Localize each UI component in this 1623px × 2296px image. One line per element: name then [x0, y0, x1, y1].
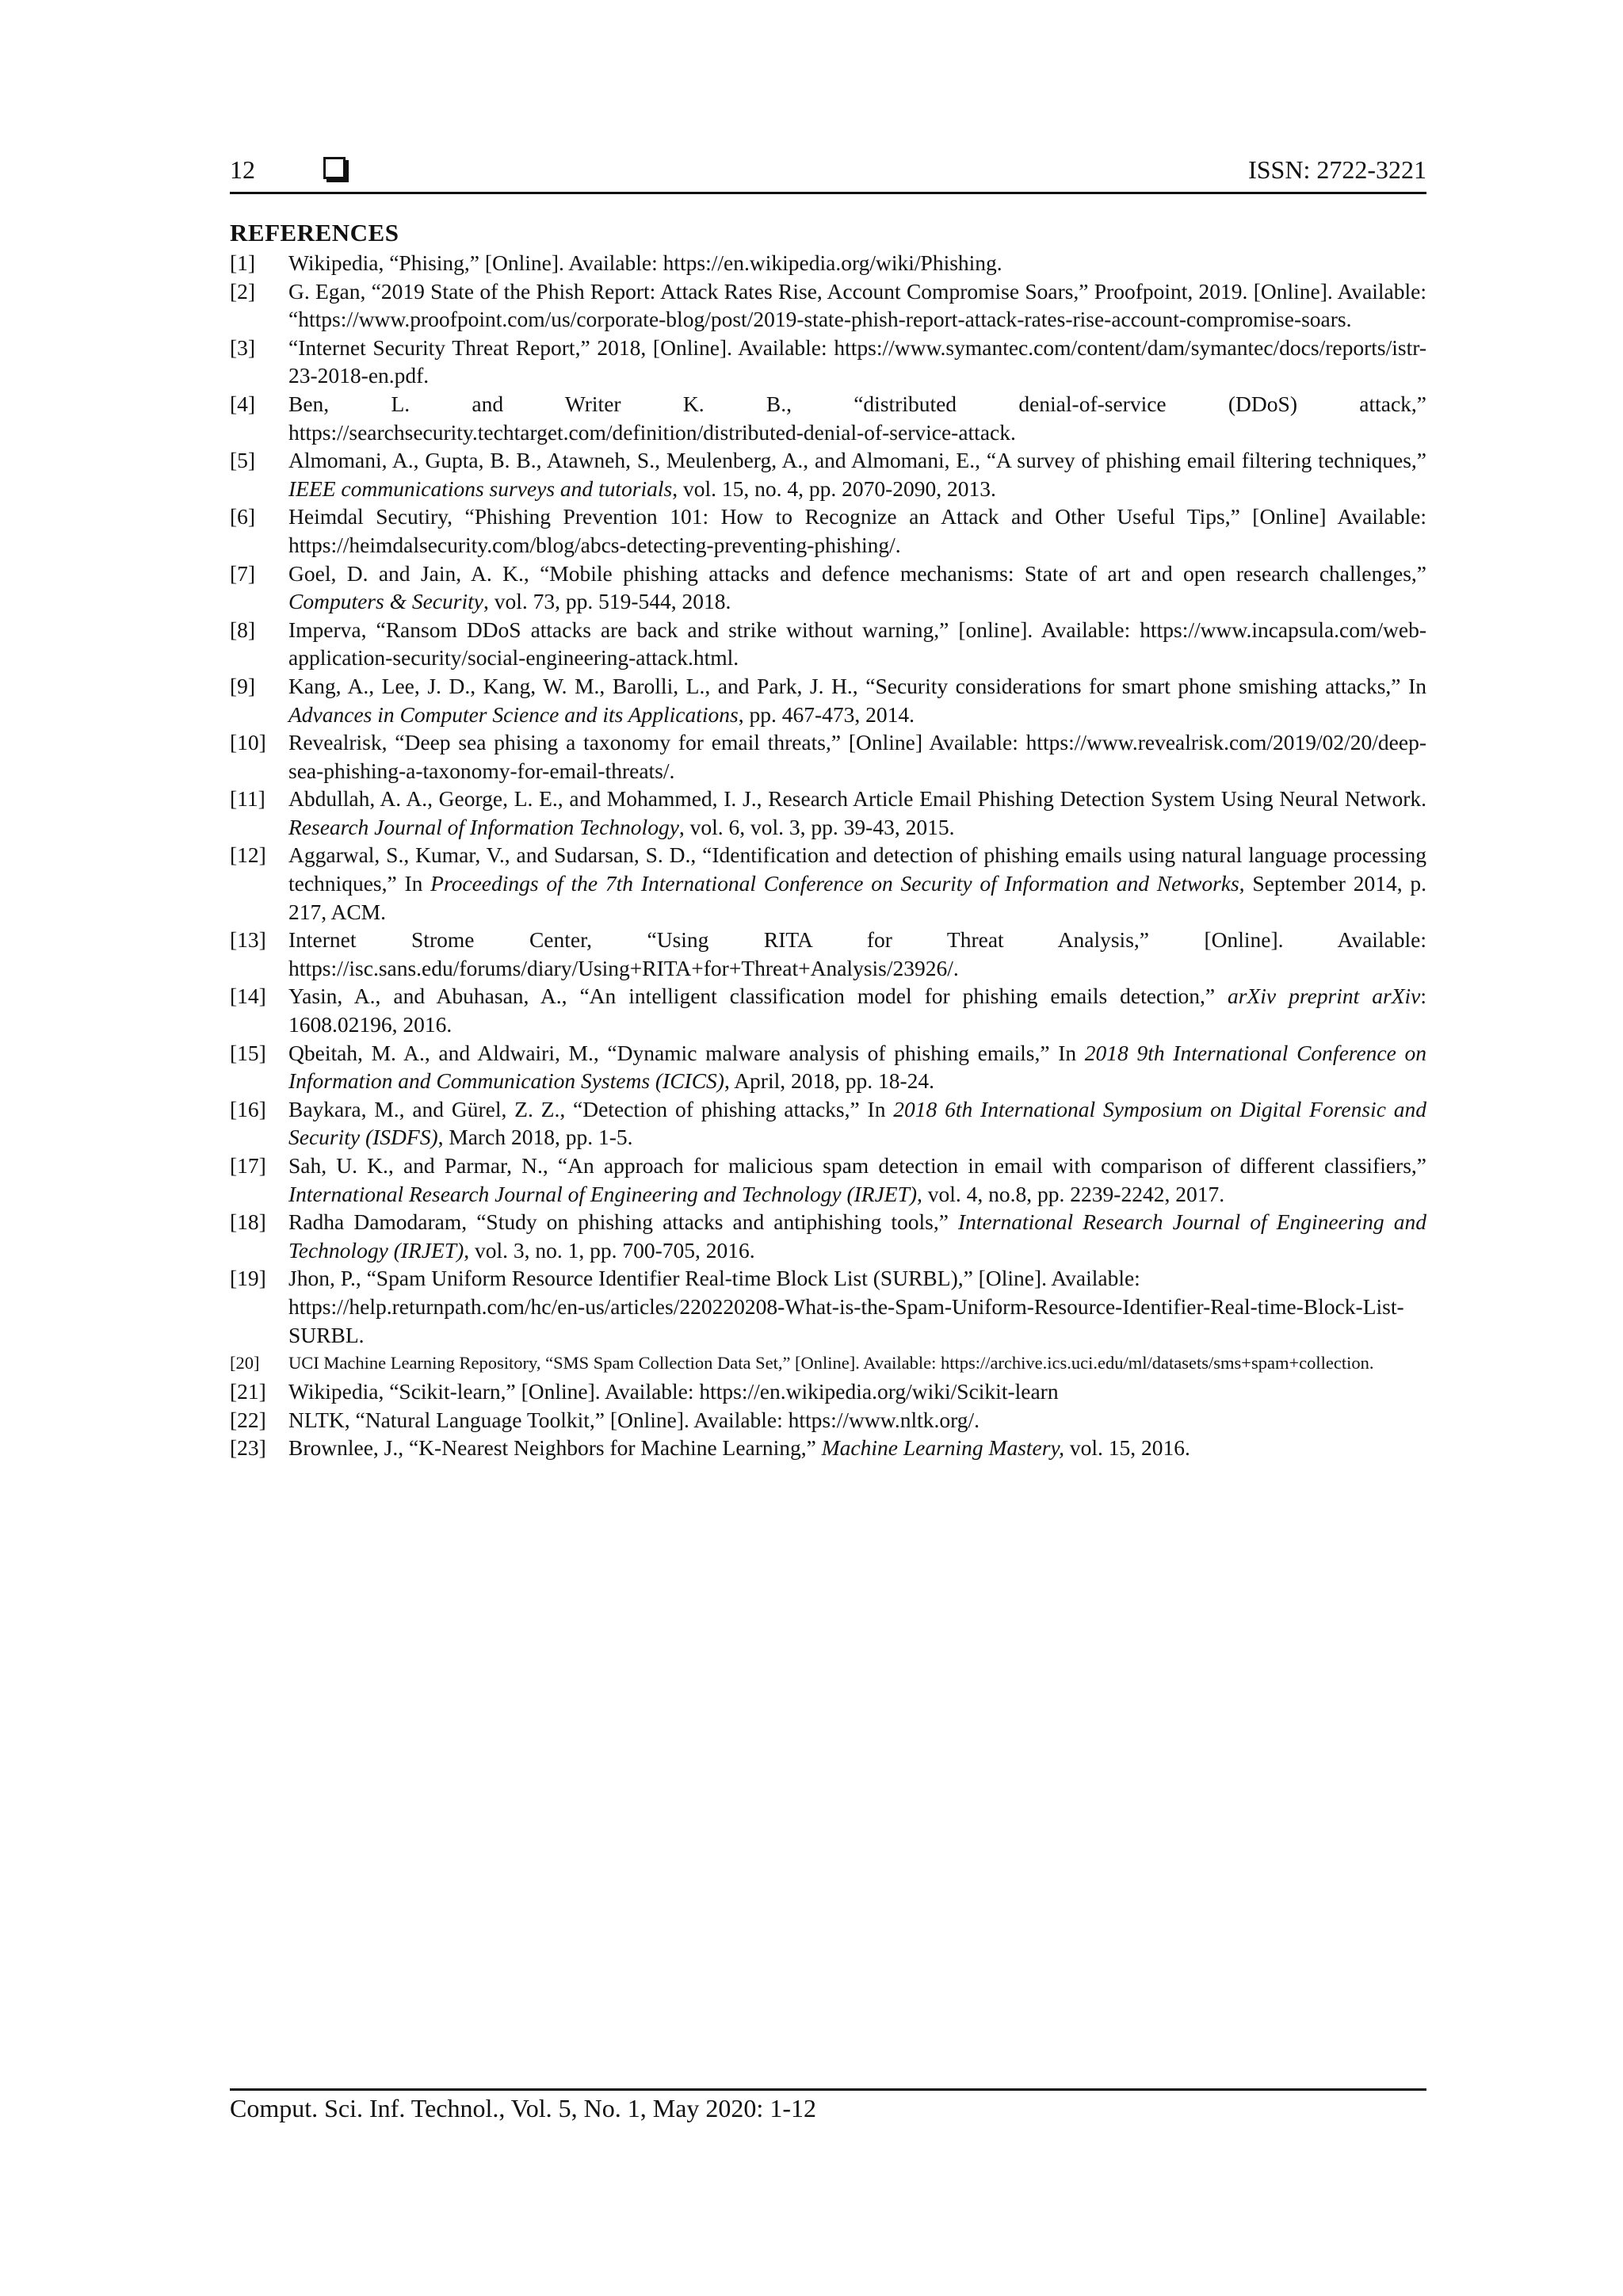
- reference-text: Almomani, A., Gupta, B. B., Atawneh, S., Meulenberg, A., and Almomani, E., “A survey of phishing email filtering techniques,”: [288, 448, 1426, 473]
- reference-item: [230, 1352, 1426, 1374]
- reference-text: Radha Damodaram, “Study on phishing attacks and antiphishing tools,”: [288, 1209, 959, 1235]
- reference-item: [230, 502, 1426, 559]
- reference-venue: International Research Journal of Engineering and Technology (IRJET): [288, 1209, 1426, 1263]
- header-divider: [230, 192, 1426, 194]
- reference-number: [2]: [230, 278, 256, 304]
- reference-number: [1]: [230, 250, 256, 275]
- reference-number: [15]: [230, 1040, 266, 1065]
- reference-number: [12]: [230, 842, 266, 868]
- reference-text: UCI Machine Learning Repository, “SMS Spam Collection Data Set,” [Online]. Available: https://archive.ics.uci.edu/ml/datasets/sms+spam+collection.: [288, 1353, 1374, 1373]
- reference-text: Brownlee, J., “K-Nearest Neighbors for Machine Learning,”: [288, 1435, 822, 1461]
- reference-item: [230, 249, 1426, 277]
- reference-venue: 2018 6th International Symposium on Digital Forensic and Security (ISDFS): [288, 1096, 1426, 1150]
- checkbox-bullet-icon: [323, 157, 346, 179]
- reference-item: [230, 785, 1426, 841]
- reference-item: [230, 1152, 1426, 1208]
- reference-venue: IEEE communications surveys and tutorials: [288, 476, 673, 501]
- reference-text: Abdullah, A. A., George, L. E., and Mohammed, I. J., Research Article Email Phishing Detection System Using Neural Network.: [288, 786, 1426, 812]
- reference-number: [10]: [230, 730, 266, 755]
- reference-item: [230, 728, 1426, 785]
- journal-citation-footer: Comput. Sci. Inf. Technol., Vol. 5, No. 1, May 2020: 1-12: [230, 2094, 816, 2122]
- reference-text: NLTK, “Natural Language Toolkit,” [Online]. Available: https://www.nltk.org/.: [288, 1407, 980, 1432]
- reference-item: [230, 672, 1426, 728]
- page-number: 12: [230, 155, 255, 184]
- reference-text: Wikipedia, “Phising,” [Online]. Available: https://en.wikipedia.org/wiki/Phishing.: [288, 250, 1002, 275]
- reference-number: [8]: [230, 617, 256, 642]
- reference-details: , vol. 6, vol. 3, pp. 39-43, 2015.: [678, 814, 955, 839]
- reference-item: [230, 982, 1426, 1038]
- reference-number: [18]: [230, 1209, 266, 1235]
- reference-venue: Machine Learning Mastery,: [821, 1435, 1065, 1461]
- reference-details: , April, 2018, pp. 18-24.: [724, 1068, 935, 1094]
- reference-number: [20]: [230, 1353, 260, 1373]
- reference-item: [230, 1208, 1426, 1264]
- reference-item: [230, 1039, 1426, 1095]
- reference-text: Qbeitah, M. A., and Aldwairi, M., “Dynamic malware analysis of phishing emails,” In: [288, 1040, 1085, 1065]
- reference-text: Kang, A., Lee, J. D., Kang, W. M., Barolli, L., and Park, J. H., “Security considerations for smart phone smishing attacks,” In: [288, 673, 1426, 698]
- reference-number: [21]: [230, 1379, 266, 1404]
- reference-text: G. Egan, “2019 State of the Phish Report: Attack Rates Rise, Account Compromise Soars,” Proofpoint, 2019. [Online]. Available: “https://www.proofpoint.com/us/corporate-blog/post/2019-state-phish-report-attack-rates-rise-account-compromise-soars.: [288, 278, 1426, 332]
- reference-item: [230, 560, 1426, 616]
- reference-item: [230, 1264, 1426, 1349]
- reference-number: [4]: [230, 391, 256, 416]
- references-heading: REFERENCES: [230, 219, 399, 246]
- reference-details: : 1608.02196, 2016.: [288, 984, 1426, 1037]
- issn-label: ISSN: 2722-3221: [1248, 155, 1426, 184]
- reference-item: [230, 841, 1426, 926]
- reference-list: [230, 249, 1426, 1462]
- reference-number: [17]: [230, 1153, 266, 1178]
- reference-venue: Computers & Security: [288, 589, 483, 614]
- reference-text: Aggarwal, S., Kumar, V., and Sudarsan, S. D., “Identification and detection of phishing emails using natural language processing techniques,” In: [288, 842, 1426, 896]
- reference-text: Goel, D. and Jain, A. K., “Mobile phishing attacks and defence mechanisms: State of art and open research challenges,”: [288, 560, 1426, 586]
- reference-text: “Internet Security Threat Report,” 2018, [Online]. Available: https://www.symantec.com/content/dam/symantec/docs/reports/istr-23-2018-en.pdf.: [288, 334, 1426, 388]
- reference-details: , vol. 73, pp. 519-544, 2018.: [483, 589, 731, 614]
- reference-item: [230, 446, 1426, 502]
- reference-item: [230, 926, 1426, 982]
- reference-item: [230, 616, 1426, 672]
- reference-text: Revealrisk, “Deep sea phising a taxonomy for email threats,” [Online] Available: https://www.revealrisk.com/2019/02/20/deep-sea-phishing-a-taxonomy-for-email-threats/.: [288, 730, 1426, 783]
- reference-number: [13]: [230, 927, 266, 953]
- reference-text: Yasin, A., and Abuhasan, A., “An intelligent classification model for phishing emails detection,”: [288, 984, 1228, 1009]
- reference-text: Imperva, “Ransom DDoS attacks are back and strike without warning,” [online]. Available: https://www.incapsula.com/web-application-security/social-engineering-attack.html.: [288, 617, 1426, 670]
- reference-details: , vol. 3, no. 1, pp. 700-705, 2016.: [464, 1237, 755, 1263]
- reference-venue: International Research Journal of Engineering and Technology (IRJET),: [288, 1181, 922, 1206]
- reference-number: [22]: [230, 1407, 266, 1432]
- reference-details: vol. 15, 2016.: [1064, 1435, 1190, 1461]
- footer-divider: [230, 2088, 1426, 2091]
- reference-venue: Advances in Computer Science and its Applications: [288, 701, 739, 727]
- reference-item: [230, 1095, 1426, 1152]
- page-header: [230, 154, 1426, 192]
- reference-text: Heimdal Secutiry, “Phishing Prevention 101: How to Recognize an Attack and Other Useful Tips,” [Online] Available: https://heimdalsecurity.com/blog/abcs-detecting-preventing-phishing/.: [288, 504, 1426, 557]
- reference-details: , March 2018, pp. 1-5.: [437, 1125, 633, 1150]
- reference-venue: 2018 9th International Conference on Information and Communication Systems (ICICS): [288, 1040, 1426, 1094]
- reference-item: [230, 1434, 1426, 1462]
- reference-item: [230, 334, 1426, 390]
- reference-number: [7]: [230, 560, 256, 586]
- reference-number: [19]: [230, 1266, 266, 1291]
- reference-venue: Proceedings of the 7th International Conference on Security of Information and Networks,: [430, 871, 1245, 896]
- reference-number: [11]: [230, 786, 265, 812]
- reference-text: Baykara, M., and Gürel, Z. Z., “Detection of phishing attacks,” In: [288, 1096, 894, 1121]
- reference-details: vol. 4, no.8, pp. 2239-2242, 2017.: [922, 1181, 1225, 1206]
- reference-number: [16]: [230, 1096, 266, 1121]
- reference-number: [23]: [230, 1435, 266, 1461]
- reference-text: Jhon, P., “Spam Uniform Resource Identifier Real-time Block List (SURBL),” [Oline]. Available: https://help.returnpath.com/hc/en-us/articles/220220208-What-is-the-Spam-Uniform-Resource-Identifier-Real-time-Block-List-SURBL.: [288, 1266, 1404, 1347]
- reference-venue: Research Journal of Information Technology: [288, 814, 679, 839]
- reference-item: [230, 1377, 1426, 1406]
- reference-item: [230, 277, 1426, 334]
- reference-details: , pp. 467-473, 2014.: [738, 701, 915, 727]
- reference-text: Internet Strome Center, “Using RITA for Threat Analysis,” [Online]. Available: https://isc.sans.edu/forums/diary/Using+RITA+for+Threat+Analysis/23926/.: [288, 927, 1426, 980]
- reference-text: Ben, L. and Writer K. B., “distributed denial-of-service (DDoS) attack,” https://searchsecurity.techtarget.com/definition/distributed-denial-of-service-attack.: [288, 391, 1426, 445]
- reference-number: [9]: [230, 673, 256, 698]
- reference-text: Wikipedia, “Scikit-learn,” [Online]. Available: https://en.wikipedia.org/wiki/Scikit-learn: [288, 1379, 1059, 1404]
- reference-number: [3]: [230, 334, 256, 360]
- reference-text: Sah, U. K., and Parmar, N., “An approach for malicious spam detection in email with comparison of different classifiers,”: [288, 1153, 1426, 1178]
- reference-item: [230, 1406, 1426, 1435]
- reference-details: September 2014, p. 217, ACM.: [288, 871, 1427, 924]
- reference-number: [14]: [230, 984, 266, 1009]
- reference-venue: arXiv preprint arXiv: [1228, 984, 1421, 1009]
- reference-details: , vol. 15, no. 4, pp. 2070-2090, 2013.: [672, 476, 996, 501]
- reference-number: [5]: [230, 448, 256, 473]
- reference-item: [230, 390, 1426, 446]
- references-section: [230, 219, 1426, 1462]
- reference-number: [6]: [230, 504, 256, 529]
